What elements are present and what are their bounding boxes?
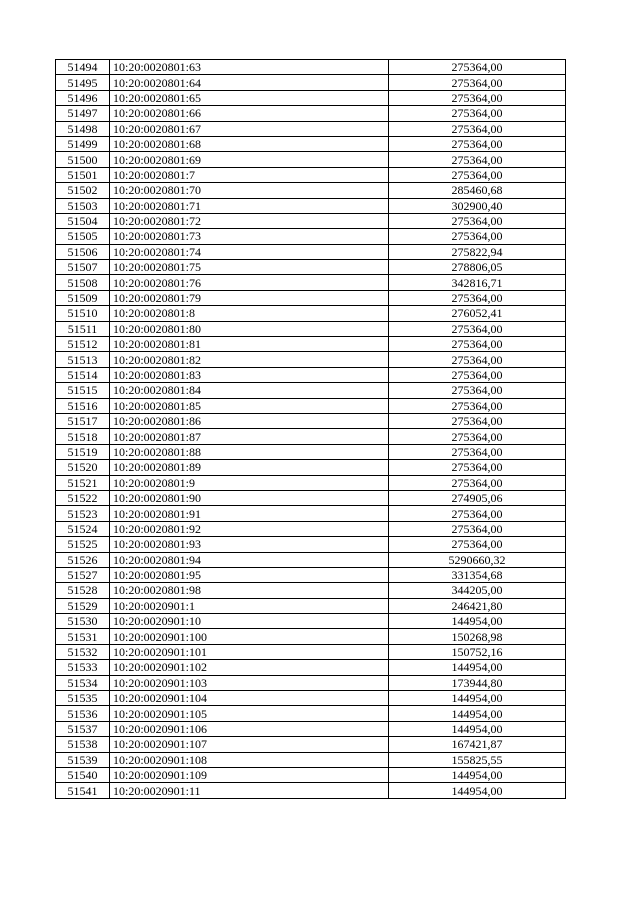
row-number-cell: 51541 [56, 783, 110, 798]
cadastral-number-cell: 10:20:0020801:64 [110, 75, 389, 90]
cadastral-number-cell: 10:20:0020801:8 [110, 306, 389, 321]
cadastral-number-cell: 10:20:0020901:108 [110, 752, 389, 767]
value-cell: 331354,68 [389, 567, 566, 582]
table-row [56, 383, 566, 398]
cadastral-number-cell: 10:20:0020901:11 [110, 783, 389, 798]
row-number-cell: 51514 [56, 367, 110, 382]
table-row [56, 367, 566, 382]
row-number-cell: 51511 [56, 321, 110, 336]
table-row [56, 121, 566, 136]
row-number-cell: 51504 [56, 213, 110, 228]
row-number-cell: 51520 [56, 460, 110, 475]
cadastral-number-cell: 10:20:0020901:109 [110, 767, 389, 782]
cadastral-number-cell: 10:20:0020901:100 [110, 629, 389, 644]
row-number-cell: 51501 [56, 167, 110, 182]
value-cell: 275364,00 [389, 337, 566, 352]
cadastral-number-cell: 10:20:0020801:75 [110, 260, 389, 275]
value-cell: 150752,16 [389, 644, 566, 659]
table-row [56, 490, 566, 505]
cadastral-number-cell: 10:20:0020801:82 [110, 352, 389, 367]
value-cell: 275364,00 [389, 475, 566, 490]
table-row [56, 721, 566, 736]
value-cell: 144954,00 [389, 614, 566, 629]
table-row [56, 629, 566, 644]
cadastral-number-cell: 10:20:0020801:67 [110, 121, 389, 136]
value-cell: 5290660,32 [389, 552, 566, 567]
value-cell: 275364,00 [389, 444, 566, 459]
value-cell: 275364,00 [389, 75, 566, 90]
value-cell: 144954,00 [389, 767, 566, 782]
value-cell: 275364,00 [389, 521, 566, 536]
cadastral-number-cell: 10:20:0020801:63 [110, 60, 389, 75]
cadastral-number-cell: 10:20:0020901:102 [110, 660, 389, 675]
cadastral-number-cell: 10:20:0020801:88 [110, 444, 389, 459]
row-number-cell: 51505 [56, 229, 110, 244]
row-number-cell: 51521 [56, 475, 110, 490]
cadastral-number-cell: 10:20:0020901:101 [110, 644, 389, 659]
table-row [56, 752, 566, 767]
table-row [56, 183, 566, 198]
cadastral-number-cell: 10:20:0020901:106 [110, 721, 389, 736]
cadastral-number-cell: 10:20:0020801:74 [110, 244, 389, 259]
row-number-cell: 51495 [56, 75, 110, 90]
cadastral-number-cell: 10:20:0020801:76 [110, 275, 389, 290]
table-row [56, 660, 566, 675]
row-number-cell: 51532 [56, 644, 110, 659]
table-row [56, 198, 566, 213]
row-number-cell: 51525 [56, 537, 110, 552]
table-row [56, 691, 566, 706]
table-row [56, 475, 566, 490]
row-number-cell: 51513 [56, 352, 110, 367]
row-number-cell: 51512 [56, 337, 110, 352]
cadastral-number-cell: 10:20:0020801:80 [110, 321, 389, 336]
value-cell: 275364,00 [389, 460, 566, 475]
table-row [56, 675, 566, 690]
row-number-cell: 51510 [56, 306, 110, 321]
row-number-cell: 51527 [56, 567, 110, 582]
cadastral-number-cell: 10:20:0020801:83 [110, 367, 389, 382]
table-row [56, 506, 566, 521]
value-cell: 275364,00 [389, 398, 566, 413]
table-row [56, 737, 566, 752]
table-row [56, 321, 566, 336]
row-number-cell: 51517 [56, 413, 110, 428]
value-cell: 275364,00 [389, 367, 566, 382]
cadastral-number-cell: 10:20:0020801:70 [110, 183, 389, 198]
cadastral-number-cell: 10:20:0020801:81 [110, 337, 389, 352]
table-row [56, 152, 566, 167]
cadastral-number-cell: 10:20:0020801:66 [110, 106, 389, 121]
value-cell: 275364,00 [389, 229, 566, 244]
cadastral-number-cell: 10:20:0020801:65 [110, 90, 389, 105]
table-row [56, 614, 566, 629]
value-cell: 275364,00 [389, 136, 566, 151]
row-number-cell: 51537 [56, 721, 110, 736]
table-row [56, 90, 566, 105]
table-row [56, 275, 566, 290]
value-cell: 274905,06 [389, 490, 566, 505]
table-row [56, 290, 566, 305]
table-row [56, 106, 566, 121]
row-number-cell: 51529 [56, 598, 110, 613]
value-cell: 275364,00 [389, 383, 566, 398]
row-number-cell: 51528 [56, 583, 110, 598]
value-cell: 150268,98 [389, 629, 566, 644]
row-number-cell: 51500 [56, 152, 110, 167]
table-row [56, 413, 566, 428]
row-number-cell: 51498 [56, 121, 110, 136]
table-row [56, 398, 566, 413]
table-row [56, 429, 566, 444]
table-row [56, 229, 566, 244]
row-number-cell: 51497 [56, 106, 110, 121]
table-row [56, 337, 566, 352]
table-row [56, 352, 566, 367]
row-number-cell: 51526 [56, 552, 110, 567]
cadastral-number-cell: 10:20:0020901:107 [110, 737, 389, 752]
row-number-cell: 51506 [56, 244, 110, 259]
cadastral-number-cell: 10:20:0020801:79 [110, 290, 389, 305]
cadastral-number-cell: 10:20:0020801:90 [110, 490, 389, 505]
cadastral-number-cell: 10:20:0020801:69 [110, 152, 389, 167]
cadastral-number-cell: 10:20:0020801:73 [110, 229, 389, 244]
row-number-cell: 51522 [56, 490, 110, 505]
value-cell: 144954,00 [389, 660, 566, 675]
value-cell: 144954,00 [389, 691, 566, 706]
table-row [56, 706, 566, 721]
value-cell: 144954,00 [389, 706, 566, 721]
row-number-cell: 51502 [56, 183, 110, 198]
row-number-cell: 51519 [56, 444, 110, 459]
table-row [56, 167, 566, 182]
cadastral-number-cell: 10:20:0020801:87 [110, 429, 389, 444]
row-number-cell: 51516 [56, 398, 110, 413]
row-number-cell: 51496 [56, 90, 110, 105]
value-cell: 275364,00 [389, 321, 566, 336]
table-row [56, 537, 566, 552]
row-number-cell: 51509 [56, 290, 110, 305]
value-cell: 275822,94 [389, 244, 566, 259]
row-number-cell: 51515 [56, 383, 110, 398]
row-number-cell: 51494 [56, 60, 110, 75]
table-row [56, 75, 566, 90]
row-number-cell: 51539 [56, 752, 110, 767]
row-number-cell: 51518 [56, 429, 110, 444]
value-cell: 173944,80 [389, 675, 566, 690]
row-number-cell: 51533 [56, 660, 110, 675]
value-cell: 275364,00 [389, 121, 566, 136]
row-number-cell: 51540 [56, 767, 110, 782]
table-row [56, 60, 566, 75]
data-table [55, 59, 566, 799]
cadastral-number-cell: 10:20:0020901:105 [110, 706, 389, 721]
cadastral-number-cell: 10:20:0020801:94 [110, 552, 389, 567]
table-row [56, 644, 566, 659]
table-row [56, 444, 566, 459]
cadastral-number-cell: 10:20:0020801:72 [110, 213, 389, 228]
row-number-cell: 51524 [56, 521, 110, 536]
cadastral-number-cell: 10:20:0020801:89 [110, 460, 389, 475]
table-row [56, 783, 566, 798]
value-cell: 275364,00 [389, 429, 566, 444]
cadastral-number-cell: 10:20:0020801:7 [110, 167, 389, 182]
row-number-cell: 51508 [56, 275, 110, 290]
row-number-cell: 51523 [56, 506, 110, 521]
cadastral-number-cell: 10:20:0020801:68 [110, 136, 389, 151]
cadastral-number-cell: 10:20:0020901:10 [110, 614, 389, 629]
row-number-cell: 51507 [56, 260, 110, 275]
cadastral-number-cell: 10:20:0020801:84 [110, 383, 389, 398]
cadastral-number-cell: 10:20:0020801:92 [110, 521, 389, 536]
cadastral-number-cell: 10:20:0020801:71 [110, 198, 389, 213]
row-number-cell: 51503 [56, 198, 110, 213]
cadastral-number-cell: 10:20:0020801:93 [110, 537, 389, 552]
table-row [56, 213, 566, 228]
table-row [56, 260, 566, 275]
row-number-cell: 51535 [56, 691, 110, 706]
value-cell: 275364,00 [389, 352, 566, 367]
value-cell: 285460,68 [389, 183, 566, 198]
row-number-cell: 51530 [56, 614, 110, 629]
value-cell: 275364,00 [389, 167, 566, 182]
value-cell: 275364,00 [389, 537, 566, 552]
table-row [56, 306, 566, 321]
table-row [56, 767, 566, 782]
table-row [56, 598, 566, 613]
value-cell: 344205,00 [389, 583, 566, 598]
value-cell: 275364,00 [389, 413, 566, 428]
row-number-cell: 51499 [56, 136, 110, 151]
cadastral-number-cell: 10:20:0020801:86 [110, 413, 389, 428]
value-cell: 275364,00 [389, 213, 566, 228]
value-cell: 246421,80 [389, 598, 566, 613]
row-number-cell: 51534 [56, 675, 110, 690]
value-cell: 275364,00 [389, 106, 566, 121]
table-row [56, 521, 566, 536]
row-number-cell: 51531 [56, 629, 110, 644]
cadastral-number-cell: 10:20:0020801:91 [110, 506, 389, 521]
value-cell: 342816,71 [389, 275, 566, 290]
table-row [56, 244, 566, 259]
row-number-cell: 51536 [56, 706, 110, 721]
cadastral-number-cell: 10:20:0020901:1 [110, 598, 389, 613]
cadastral-number-cell: 10:20:0020901:103 [110, 675, 389, 690]
value-cell: 155825,55 [389, 752, 566, 767]
table-body [56, 60, 566, 799]
row-number-cell: 51538 [56, 737, 110, 752]
cadastral-number-cell: 10:20:0020801:9 [110, 475, 389, 490]
value-cell: 276052,41 [389, 306, 566, 321]
table-row [56, 583, 566, 598]
value-cell: 275364,00 [389, 90, 566, 105]
value-cell: 275364,00 [389, 506, 566, 521]
table-row [56, 460, 566, 475]
cadastral-number-cell: 10:20:0020801:95 [110, 567, 389, 582]
value-cell: 278806,05 [389, 260, 566, 275]
value-cell: 275364,00 [389, 152, 566, 167]
cadastral-number-cell: 10:20:0020801:98 [110, 583, 389, 598]
cadastral-number-cell: 10:20:0020901:104 [110, 691, 389, 706]
value-cell: 275364,00 [389, 60, 566, 75]
table-row [56, 567, 566, 582]
value-cell: 144954,00 [389, 783, 566, 798]
value-cell: 167421,87 [389, 737, 566, 752]
value-cell: 144954,00 [389, 721, 566, 736]
table-row [56, 136, 566, 151]
table-row [56, 552, 566, 567]
value-cell: 302900,40 [389, 198, 566, 213]
value-cell: 275364,00 [389, 290, 566, 305]
cadastral-number-cell: 10:20:0020801:85 [110, 398, 389, 413]
